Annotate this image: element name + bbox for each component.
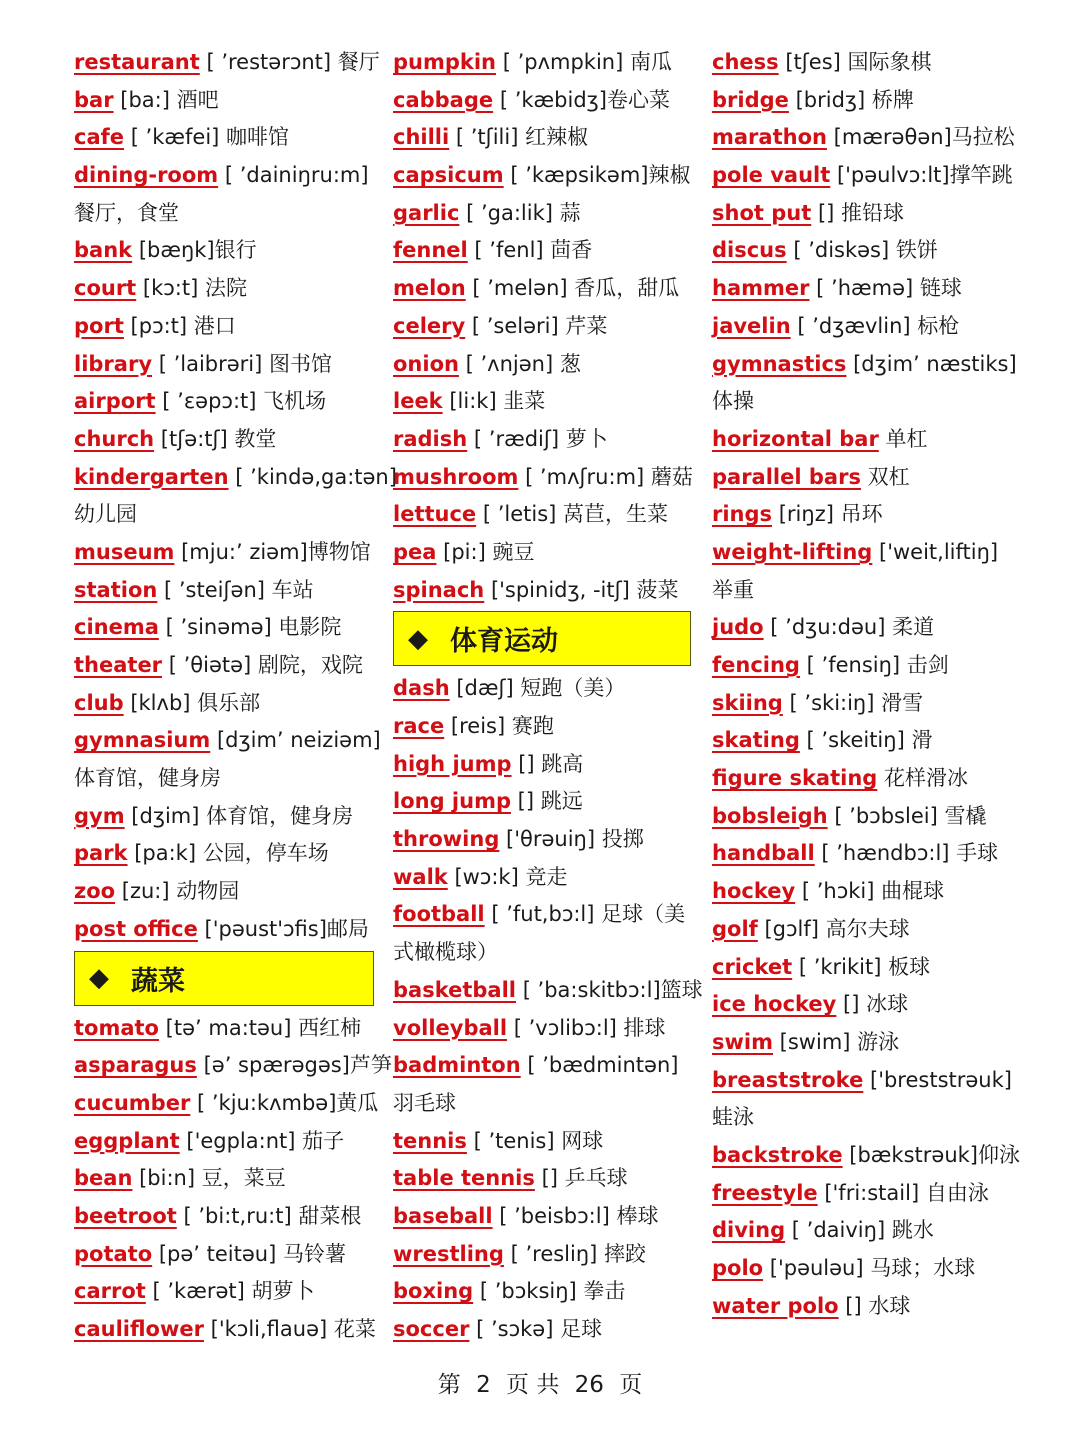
vocab-entry <box>712 270 1012 308</box>
vocab-entry <box>393 972 703 1010</box>
vocab-entry <box>393 1273 691 1311</box>
section-header <box>393 611 691 666</box>
vocab-word: bank <box>74 238 133 263</box>
vocab-entry <box>74 157 374 195</box>
vocab-word: skating <box>712 728 800 753</box>
vocab-word: library <box>74 351 153 376</box>
vocab-word: lettuce <box>393 502 477 527</box>
vocab-entry <box>712 1212 1012 1250</box>
vocab-phonetic-meaning: [ ’ski:iŋ] 滑雪 <box>789 690 924 715</box>
vocab-entry <box>393 859 691 897</box>
vocab-phonetic-meaning: [ ’θiətə] 剧院，戏院 <box>168 653 363 677</box>
vocab-phonetic-meaning: [dʒim’ neiziəm] <box>216 728 381 753</box>
vocab-word: badminton <box>393 1053 521 1078</box>
vocab-entry <box>74 421 374 459</box>
vocab-word: figure skating <box>712 766 878 791</box>
vocab-entry <box>393 1198 691 1236</box>
vocab-phonetic-meaning: [ ’krikit] 板球 <box>798 954 931 979</box>
vocab-continuation: 式橄榄球） <box>393 940 498 965</box>
vocab-phonetic-meaning: 单杠 <box>885 426 928 451</box>
vocab-phonetic-meaning: [ ’ba:skitbɔ:l]篮球 <box>522 977 703 1002</box>
vocab-word: church <box>74 426 155 451</box>
vocab-entry <box>712 195 1012 233</box>
vocab-word: airport <box>74 389 156 414</box>
vocab-word: golf <box>712 916 758 941</box>
vocab-word: weight-lifting <box>712 539 873 564</box>
vocab-entry <box>712 647 1012 685</box>
vocab-word: fennel <box>393 238 468 263</box>
vocab-phonetic-meaning: [gɔlf] 高尔夫球 <box>764 916 910 941</box>
vocab-entry <box>712 1137 1020 1175</box>
vocab-entry <box>712 760 1012 798</box>
vocab-phonetic-meaning: [] 跳远 <box>517 789 583 814</box>
vocab-entry <box>393 1311 691 1349</box>
vocab-phonetic-meaning: [ ’fensiŋ] 击剑 <box>806 653 949 677</box>
vocab-entry <box>712 82 1012 120</box>
vocab-entry <box>393 195 691 233</box>
vocab-phonetic-meaning: [ ’kju:kʌmbə]黄瓜 <box>197 1090 379 1115</box>
vocab-entry <box>393 670 691 708</box>
vocab-entry <box>712 986 1012 1024</box>
vocab-phonetic-meaning: [ ’dʒævlin] 标枪 <box>797 313 960 338</box>
vocab-word: ice hockey <box>712 992 837 1017</box>
vocab-entry <box>712 459 1012 497</box>
vocab-entry <box>74 873 374 911</box>
vocab-word: baseball <box>393 1203 493 1228</box>
vocab-word: race <box>393 714 445 738</box>
vocab-phonetic-meaning: [ ’εəpɔ:t] 飞机场 <box>162 389 327 414</box>
vocab-phonetic-meaning: [ ’tenis] 网球 <box>473 1128 604 1153</box>
vocab-word: basketball <box>393 977 516 1002</box>
vocab-entry <box>74 1311 374 1349</box>
vocab-phonetic-meaning: 双杠 <box>867 464 910 489</box>
vocab-word: hammer <box>712 276 810 301</box>
vocab-phonetic-meaning: [ ’beisbɔ:l] 棒球 <box>499 1203 659 1228</box>
vocab-word: bar <box>74 87 114 112</box>
page-footer <box>0 1366 1080 1399</box>
vocab-word: shot put <box>712 200 812 225</box>
vocab-phonetic-meaning: [ ’diskəs] 铁饼 <box>793 238 938 263</box>
vocab-entry <box>393 421 691 459</box>
vocab-word: carrot <box>74 1279 146 1304</box>
vocab-phonetic-meaning: [ ’dainiŋru:m] <box>224 163 369 188</box>
vocab-phonetic-meaning: [ ’kində,ga:tən] <box>235 464 397 489</box>
section-header <box>74 951 374 1006</box>
vocab-continuation: 餐厅，食堂 <box>74 200 179 225</box>
vocab-entry <box>393 746 691 784</box>
vocab-word: restaurant <box>74 50 200 74</box>
vocab-phonetic-meaning: [tʃes] 国际象棋 <box>785 50 932 74</box>
vocab-phonetic-meaning: [ ’sinəmə] 电影院 <box>165 615 342 640</box>
vocab-entry <box>393 1047 691 1085</box>
vocab-entry <box>393 1010 691 1048</box>
vocab-word: beetroot <box>74 1203 177 1228</box>
vocab-entry <box>393 157 691 195</box>
vocab-phonetic-meaning: [ ’kærət] 胡萝卜 <box>152 1279 315 1304</box>
vocab-word: table tennis <box>393 1166 535 1191</box>
vocab-entry <box>712 534 1012 572</box>
vocab-phonetic-meaning: ['spinidʒ, -itʃ] 菠菜 <box>490 577 679 602</box>
vocab-entry <box>712 873 1012 911</box>
vocab-phonetic-meaning: [ ’tʃili] 红辣椒 <box>455 125 589 150</box>
vocab-entry <box>74 346 374 384</box>
vocab-entry <box>393 896 691 934</box>
vocab-phonetic-meaning: [bi:n] 豆，菜豆 <box>139 1166 286 1191</box>
vocab-entry <box>74 1047 392 1085</box>
vocab-word: soccer <box>393 1317 470 1341</box>
diamond-icon: ◆ <box>408 623 428 654</box>
vocab-continuation: 举重 <box>712 577 754 602</box>
vocab-word: melon <box>393 276 466 301</box>
section-title: 蔬菜 <box>131 965 185 997</box>
footer-total-pages: 26 <box>574 1372 604 1398</box>
vocab-phonetic-meaning: ['pəulvɔ:lt]撑竿跳 <box>836 163 1013 188</box>
vocab-entry <box>74 609 374 647</box>
vocab-phonetic-meaning: [riŋz] 吊环 <box>778 502 883 527</box>
vocab-phonetic-meaning: [ ’resliŋ] 摔跤 <box>510 1241 647 1266</box>
vocab-phonetic-meaning: 花样滑冰 <box>884 766 969 791</box>
vocab-word: freestyle <box>712 1180 818 1205</box>
vocab-phonetic-meaning: [ ’letis] 莴苣，生菜 <box>482 502 669 527</box>
footer-suffix: 页 <box>619 1372 643 1398</box>
vocab-phonetic-meaning: [pə’ teitəu] 马铃薯 <box>158 1241 346 1266</box>
vocab-word: garlic <box>393 200 460 225</box>
vocab-word: breaststroke <box>712 1067 864 1092</box>
vocab-entry <box>74 1198 374 1236</box>
vocab-entry <box>712 685 1012 723</box>
vocab-word: bridge <box>712 87 789 112</box>
vocab-word: backstroke <box>712 1142 843 1167</box>
vocab-word: throwing <box>393 827 500 852</box>
vocab-entry <box>74 722 381 760</box>
vocab-word: cabbage <box>393 87 494 112</box>
vocab-phonetic-meaning: ['breststrəuk] <box>870 1067 1012 1092</box>
vocab-phonetic-meaning: [tə’ ma:təu] 西红柿 <box>165 1015 362 1040</box>
vocab-phonetic-meaning: [ ’fut,bɔ:l] 足球（美 <box>491 902 686 927</box>
vocab-word: long jump <box>393 789 511 814</box>
vocab-word: asparagus <box>74 1053 197 1078</box>
vocab-phonetic-meaning: [pɔ:t] 港口 <box>130 313 236 338</box>
section-title: 体育运动 <box>450 626 558 658</box>
vocab-phonetic-meaning: [ ’kæpsikəm]辣椒 <box>510 163 691 188</box>
vocab-word: boxing <box>393 1279 474 1304</box>
vocab-word: marathon <box>712 125 827 150</box>
vocab-entry <box>74 119 374 157</box>
vocab-word: pole vault <box>712 163 831 188</box>
vocab-word: gymnastics <box>712 351 847 376</box>
vocab-entry <box>393 270 691 308</box>
vocab-entry <box>712 609 1012 647</box>
vocab-phonetic-meaning: [] 冰球 <box>843 992 909 1017</box>
vocab-entry <box>712 835 1012 873</box>
vocab-phonetic-meaning: [ ’fenl] 茴香 <box>474 238 593 263</box>
vocab-phonetic-meaning: [ ’hæmə] 链球 <box>816 276 962 301</box>
vocab-phonetic-meaning: [ba:] 酒吧 <box>120 87 219 112</box>
vocab-entry <box>393 459 691 497</box>
vocab-phonetic-meaning: ['weit,liftiŋ] <box>879 539 999 564</box>
vocab-entry <box>74 82 374 120</box>
vocab-entry <box>712 308 1012 346</box>
vocab-entry <box>74 798 374 836</box>
vocab-phonetic-meaning: [wɔ:k] 竞走 <box>454 864 568 889</box>
vocab-entry <box>712 44 1012 82</box>
vocab-word: water polo <box>712 1293 839 1318</box>
vocab-phonetic-meaning: [dæʃ] 短跑（美） <box>456 676 626 701</box>
vocab-word: club <box>74 690 124 715</box>
vocab-entry <box>712 421 1012 459</box>
vocab-word: high jump <box>393 751 512 776</box>
column-1 <box>74 44 397 1349</box>
vocab-word: port <box>74 313 124 338</box>
vocab-word: skiing <box>712 690 783 715</box>
vocab-entry <box>393 783 691 821</box>
vocab-word: onion <box>393 351 459 376</box>
vocab-phonetic-meaning: [] 乒乓球 <box>541 1166 628 1191</box>
vocab-word: javelin <box>712 313 791 338</box>
vocab-entry <box>712 911 1012 949</box>
vocab-word: bean <box>74 1166 133 1191</box>
vocab-word: zoo <box>74 879 116 904</box>
vocab-entry <box>74 1160 374 1198</box>
vocab-entry <box>393 1123 691 1161</box>
vocab-phonetic-meaning: [ ’bɔbslei] 雪橇 <box>834 803 987 828</box>
column-3 <box>712 44 1020 1325</box>
vocab-word: court <box>74 276 137 301</box>
vocab-phonetic-meaning: [ ’daiviŋ] 跳水 <box>791 1218 934 1243</box>
vocab-phonetic-meaning: ['pəust'ɔfis]邮局 <box>204 916 369 941</box>
vocab-word: museum <box>74 539 175 564</box>
vocab-entry <box>74 1010 374 1048</box>
vocab-entry <box>74 232 374 270</box>
vocab-phonetic-meaning: [ ’pʌmpkin] 南瓜 <box>502 50 672 74</box>
vocab-word: football <box>393 902 485 927</box>
vocab-word: horizontal bar <box>712 426 879 451</box>
vocab-entry <box>393 82 691 120</box>
vocab-word: handball <box>712 841 815 866</box>
vocab-word: parallel bars <box>712 464 861 489</box>
vocab-word: cucumber <box>74 1090 191 1115</box>
vocab-phonetic-meaning: [swim] 游泳 <box>779 1029 900 1054</box>
vocab-phonetic-meaning: [ ’kæfei] 咖啡馆 <box>130 125 290 150</box>
vocab-phonetic-meaning: ['kɔli,flauə] 花菜 <box>210 1317 376 1341</box>
vocab-word: chess <box>712 50 779 74</box>
vocab-entry <box>74 647 374 685</box>
vocab-continuation: 羽毛球 <box>393 1090 456 1115</box>
vocab-word: polo <box>712 1256 764 1280</box>
vocab-word: tomato <box>74 1015 159 1040</box>
vocab-phonetic-meaning: [ ’bi:t,ru:t] 甜菜根 <box>183 1203 362 1228</box>
vocab-entry <box>712 346 1017 384</box>
vocab-phonetic-meaning: [ ’rædiʃ] 萝卜 <box>473 426 608 451</box>
vocab-word: mushroom <box>393 464 519 489</box>
vocab-phonetic-meaning: [ ’vɔlibɔ:l] 排球 <box>513 1015 666 1040</box>
vocab-word: potato <box>74 1241 153 1266</box>
vocab-phonetic-meaning: [ ’hændbɔ:l] 手球 <box>821 841 999 866</box>
vocab-entry <box>712 1288 1012 1326</box>
vocab-word: cauliflower <box>74 1317 204 1341</box>
vocab-phonetic-meaning: [ ’ʌnjən] 葱 <box>465 351 581 376</box>
vocab-phonetic-meaning: [dʒim] 体育馆，健身房 <box>131 803 354 828</box>
vocab-phonetic-meaning: [reis] 赛跑 <box>450 714 554 738</box>
vocab-word: post office <box>74 916 198 941</box>
vocab-phonetic-meaning: [ ’steiʃən] 车站 <box>164 577 314 602</box>
vocab-entry <box>712 496 1012 534</box>
vocab-phonetic-meaning: [bækstrəuk]仰泳 <box>849 1142 1020 1167</box>
vocab-entry <box>712 949 1012 987</box>
vocab-phonetic-meaning: [klʌb] 俱乐部 <box>130 690 261 715</box>
vocab-entry <box>712 1175 1012 1213</box>
vocab-word: cinema <box>74 615 159 640</box>
vocab-entry <box>74 685 374 723</box>
vocab-phonetic-meaning: [mærəθən]马拉松 <box>833 125 1015 150</box>
vocab-word: chilli <box>393 125 450 150</box>
vocab-phonetic-meaning: [ ’laibrəri] 图书馆 <box>158 351 333 376</box>
vocab-entry <box>393 308 691 346</box>
vocab-entry <box>74 1236 374 1274</box>
vocab-phonetic-meaning: [ ’bædmintən] <box>527 1053 679 1078</box>
vocab-entry <box>74 1085 379 1123</box>
vocab-word: fencing <box>712 653 800 677</box>
vocab-entry <box>393 119 691 157</box>
vocab-entry <box>393 346 691 384</box>
vocab-word: tennis <box>393 1128 467 1153</box>
vocab-word: station <box>74 577 158 602</box>
vocab-phonetic-meaning: [ ’mʌʃru:m] 蘑菇 <box>525 464 693 489</box>
vocab-continuation: 幼儿园 <box>74 502 137 527</box>
vocab-entry <box>712 1024 1012 1062</box>
vocab-entry <box>74 383 374 421</box>
vocab-phonetic-meaning: [kɔ:t] 法院 <box>142 276 247 301</box>
vocab-word: rings <box>712 502 773 527</box>
vocab-continuation: 体操 <box>712 389 754 414</box>
footer-prefix: 第 <box>437 1372 461 1398</box>
vocab-word: judo <box>712 615 764 640</box>
vocab-entry <box>74 44 380 82</box>
vocab-word: discus <box>712 238 787 263</box>
vocab-word: cafe <box>74 125 124 150</box>
vocab-word: gym <box>74 803 125 828</box>
vocab-entry <box>393 572 691 610</box>
vocab-continuation: 体育馆，健身房 <box>74 766 221 791</box>
vocab-word: swim <box>712 1029 773 1054</box>
vocab-word: theater <box>74 653 163 677</box>
vocab-phonetic-meaning: [ ’sɔkə] 足球 <box>476 1317 603 1341</box>
vocab-phonetic-meaning: [] 跳高 <box>518 751 584 776</box>
vocab-entry <box>393 1236 691 1274</box>
vocab-entry <box>74 459 397 497</box>
vocab-phonetic-meaning: [bæŋk]银行 <box>138 238 257 263</box>
footer-middle: 页 共 <box>506 1372 560 1398</box>
vocab-word: cricket <box>712 954 793 979</box>
vocab-phonetic-meaning: [] 推铅球 <box>817 200 904 225</box>
vocab-entry <box>74 572 374 610</box>
vocab-word: gymnasium <box>74 728 211 753</box>
vocab-word: pea <box>393 539 437 564</box>
vocab-phonetic-meaning: ['egpla:nt] 茄子 <box>186 1128 345 1153</box>
vocab-continuation: 蛙泳 <box>712 1105 754 1130</box>
vocab-phonetic-meaning: [ ’skeitiŋ] 滑 <box>806 728 933 753</box>
vocab-phonetic-meaning: [ ’ga:lik] 蒜 <box>466 200 581 225</box>
vocab-word: walk <box>393 864 448 889</box>
vocab-phonetic-meaning: ['fri:stail] 自由泳 <box>824 1180 989 1205</box>
vocab-entry <box>74 1273 374 1311</box>
vocab-phonetic-meaning: [ ’melən] 香瓜，甜瓜 <box>472 276 680 301</box>
vocab-entry <box>74 270 374 308</box>
vocab-word: eggplant <box>74 1128 180 1153</box>
vocab-phonetic-meaning: [ ’bɔksiŋ] 拳击 <box>479 1279 626 1304</box>
vocab-word: hockey <box>712 879 796 904</box>
vocab-word: kindergarten <box>74 464 229 489</box>
vocab-phonetic-meaning: [pa:k] 公园，停车场 <box>134 841 329 866</box>
vocab-word: bobsleigh <box>712 803 828 828</box>
vocab-word: celery <box>393 313 466 338</box>
vocab-entry <box>393 232 691 270</box>
vocab-entry <box>393 496 691 534</box>
vocab-entry <box>393 708 691 746</box>
vocab-phonetic-meaning: [pi:] 豌豆 <box>443 539 535 564</box>
vocab-entry <box>393 821 691 859</box>
vocab-entry <box>712 119 1015 157</box>
vocab-phonetic-meaning: [ ’kæbidʒ]卷心菜 <box>499 87 670 112</box>
vocab-phonetic-meaning: [zu:] 动物园 <box>121 879 240 904</box>
vocab-word: wrestling <box>393 1241 504 1266</box>
vocab-word: dash <box>393 676 450 701</box>
vocab-entry <box>712 798 1012 836</box>
vocab-phonetic-meaning: [ə’ spærəgəs]芦笋 <box>203 1053 392 1078</box>
vocab-phonetic-meaning: [] 水球 <box>845 1293 911 1318</box>
vocab-entry <box>74 308 374 346</box>
vocab-phonetic-meaning: [ ’hɔki] 曲棍球 <box>801 879 945 904</box>
vocab-entry <box>393 383 691 421</box>
vocab-phonetic-meaning: ['pəuləu] 马球；水球 <box>769 1256 976 1280</box>
vocab-word: spinach <box>393 577 485 602</box>
vocab-word: capsicum <box>393 163 504 188</box>
vocab-entry <box>74 1123 374 1161</box>
vocab-word: park <box>74 841 128 866</box>
vocab-word: radish <box>393 426 468 451</box>
vocab-entry <box>74 534 374 572</box>
vocab-entry <box>393 44 691 82</box>
vocab-entry <box>393 534 691 572</box>
vocab-phonetic-meaning: [ ’seləri] 芹菜 <box>471 313 608 338</box>
vocab-word: leek <box>393 389 443 414</box>
vocab-phonetic-meaning: [ ’dʒu:dəu] 柔道 <box>770 615 935 640</box>
vocab-entry <box>712 232 1012 270</box>
diamond-icon: ◆ <box>89 963 109 993</box>
vocab-word: diving <box>712 1218 786 1243</box>
vocab-phonetic-meaning: [li:k] 韭菜 <box>449 389 546 414</box>
vocab-word: dining-room <box>74 163 219 188</box>
vocab-entry <box>712 1250 1012 1288</box>
vocab-word: pumpkin <box>393 50 497 74</box>
vocab-entry <box>712 157 1012 195</box>
vocab-phonetic-meaning: ['θrəuiŋ] 投掷 <box>506 827 644 852</box>
vocab-phonetic-meaning: [dʒim’ næstiks] <box>853 351 1017 376</box>
vocab-entry <box>74 835 374 873</box>
vocab-entry <box>712 1062 1012 1100</box>
vocab-entry <box>393 1160 691 1198</box>
vocab-phonetic-meaning: [bridʒ] 桥牌 <box>795 87 914 112</box>
vocab-entry <box>712 722 1012 760</box>
vocab-entry <box>74 911 374 949</box>
vocab-word: volleyball <box>393 1015 508 1040</box>
vocab-phonetic-meaning: [ ’restərɔnt] 餐厅 <box>206 50 380 74</box>
vocab-phonetic-meaning: [mju:’ ziəm]博物馆 <box>181 539 371 564</box>
column-2 <box>393 44 703 1349</box>
footer-page-number: 2 <box>476 1372 491 1398</box>
vocab-phonetic-meaning: [tʃə:tʃ] 教堂 <box>160 426 277 451</box>
